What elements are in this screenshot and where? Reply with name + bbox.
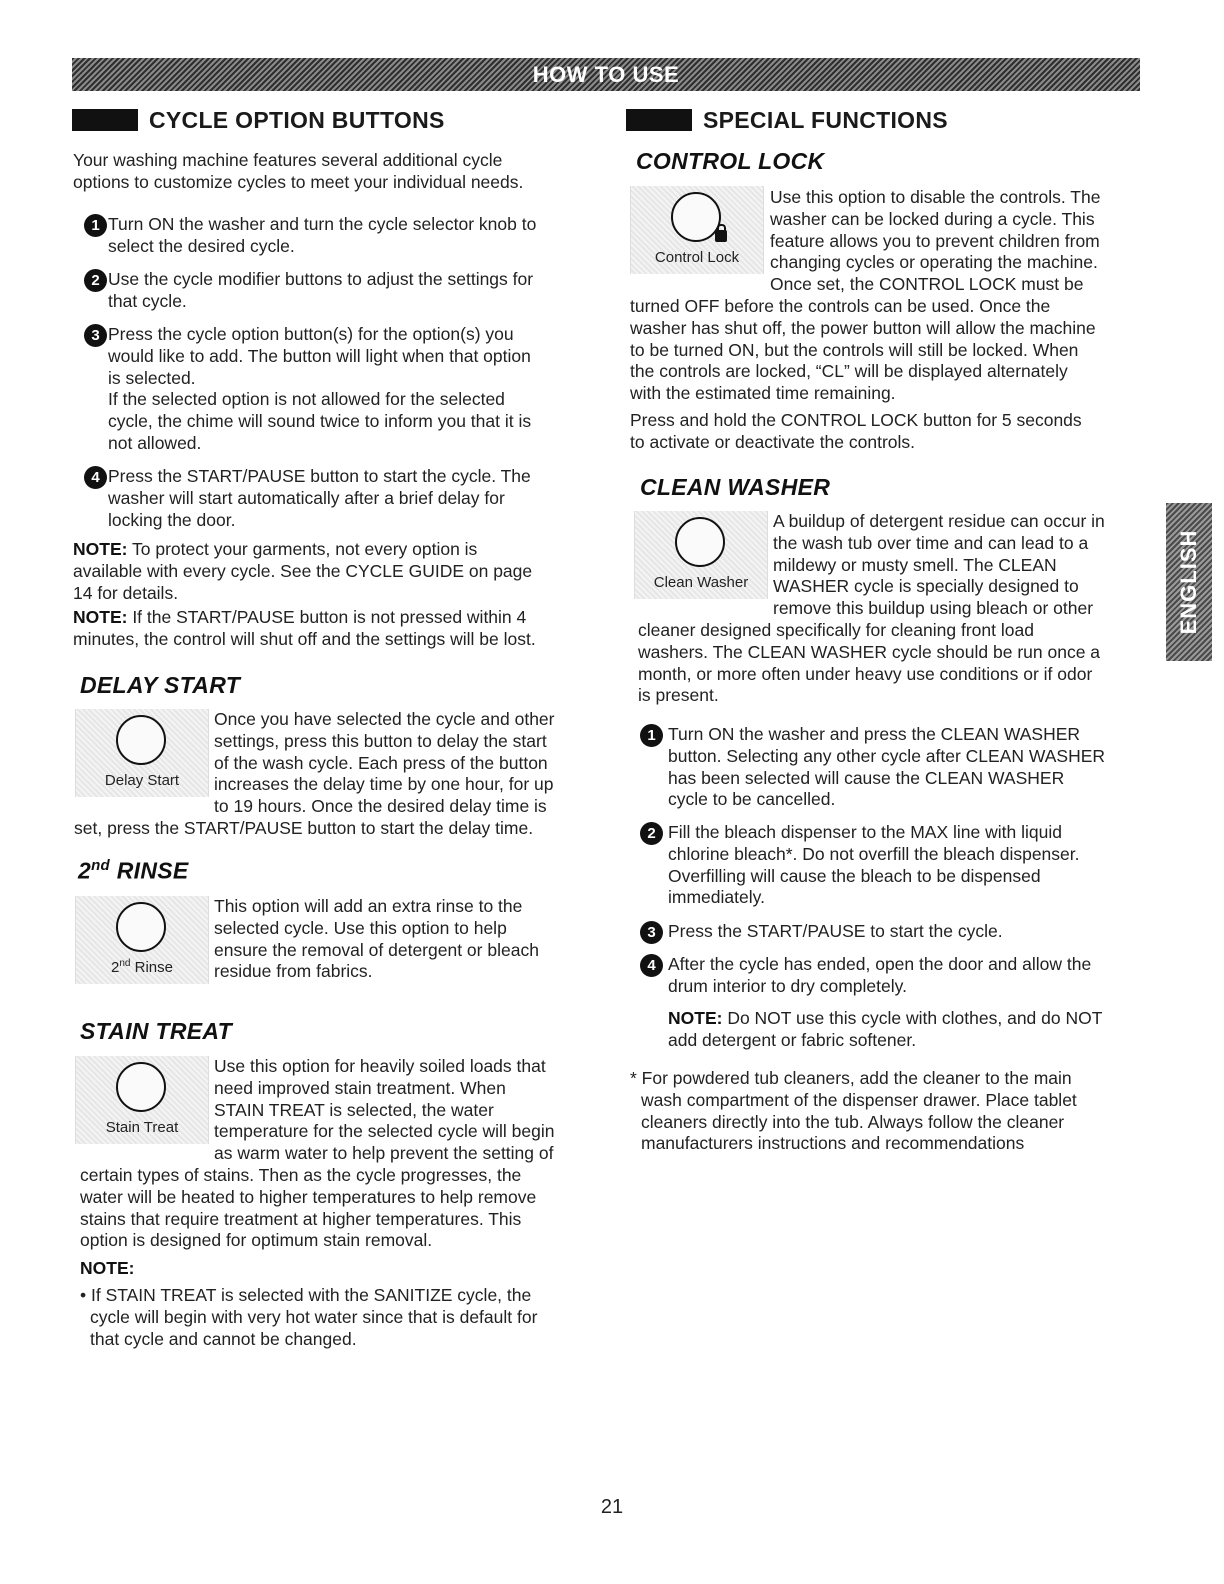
stain-treat-text: Use this option for heavily soiled loads that need improved stain treatment. When STAIN TREAT is selected, the water temperature for the selected cycle will begin as warm water to help prevent the setting of	[214, 1056, 555, 1164]
button-caption: Control Lock	[654, 249, 740, 266]
clean-washer-text-cont: cleaner designed specifically for cleaning front load washers. The CLEAN WASHER cycle should be run once a month, or more often under heavy use conditions or if odor is present.	[638, 620, 1101, 706]
second-rinse-heading: 2nd RINSE	[78, 857, 189, 884]
round-button-icon	[671, 192, 721, 242]
delay-start-heading: DELAY START	[80, 672, 241, 698]
clean-washer-text: A buildup of detergent residue can occur in the wash tub over time and can lead to a mildewy or musty smell. The CLEAN WASHER cycle is specially designed to remove this buildup using bleach or other	[773, 511, 1105, 619]
second-rinse-text: This option will add an extra rinse to the selected cycle. Use this option to help ensure the removal of detergent or bleach residue from fabrics.	[214, 896, 539, 982]
step-number-badge: 1	[84, 214, 107, 237]
page-number: 21	[600, 1496, 624, 1518]
round-button-icon	[675, 517, 725, 567]
cycle-option-buttons-heading: CYCLE OPTION BUTTONS	[72, 106, 445, 134]
control-lock-heading: CONTROL LOCK	[636, 148, 825, 174]
heading-block-marker	[72, 109, 138, 131]
language-side-tab-label: ENGLISH	[1176, 529, 1201, 635]
control-lock-text-cont: turned OFF before the controls can be used. Once the washer has shut off, the power button will allow the machine to be turned ON, but the controls will still be locked. When the controls are locked, “CL” will be displayed alternately with the estimated time remaining.	[630, 296, 1096, 404]
round-button-icon	[116, 902, 166, 952]
stain-treat-heading: STAIN TREAT	[80, 1018, 232, 1044]
cycle-note-2: NOTE: If the START/PAUSE button is not pressed within 4 minutes, the control will shut off and the settings will be lost.	[73, 607, 536, 649]
clean-washer-footnote: * For powdered tub cleaners, add the cleaner to the main wash compartment of the dispenser drawer. Place tablet cleaners directly into the tub. Always follow the cleaner manufacturers instructions and recommendations	[630, 1068, 1077, 1154]
delay-start-text-cont: set, press the START/PAUSE button to start the delay time.	[74, 818, 534, 838]
heading-block-marker	[626, 109, 692, 131]
step-number-badge: 3	[640, 921, 663, 944]
stain-treat-note-bullet: • If STAIN TREAT is selected with the SANITIZE cycle, the cycle will begin with very hot water since that is default for that cycle and cannot be changed.	[80, 1285, 538, 1349]
round-button-icon	[116, 715, 166, 765]
second-rinse-button-figure	[75, 896, 209, 984]
delay-start-text: Once you have selected the cycle and other settings, press this button to delay the start of the wash cycle. Each press of the button increases the delay time by one hour, for up to 19 hours. Once the desired delay time is	[214, 709, 555, 817]
cycle-note-1: NOTE: To protect your garments, not every option is available with every cycle. See the CYCLE GUIDE on page 14 for details.	[73, 539, 533, 603]
page-header-title: HOW TO USE	[532, 62, 680, 87]
control-lock-button-figure	[630, 186, 764, 274]
round-button-icon	[116, 1062, 166, 1112]
step-number-badge: 2	[84, 269, 107, 292]
step-number-badge: 3	[84, 324, 107, 347]
button-caption: Clean Washer	[653, 574, 749, 591]
button-caption: 2nd Rinse	[111, 958, 173, 976]
cycle-options-intro: Your washing machine features several additional cycle options to customize cycles to meet your individual needs.	[73, 150, 524, 192]
header-bar	[72, 58, 1140, 91]
language-side-tab	[1166, 503, 1212, 661]
step-number-badge: 2	[640, 822, 663, 845]
stain-treat-text-cont: certain types of stains. Then as the cycle progresses, the water will be heated to higher temperatures to help remove stains that require treatment at higher temperatures. This option is designed for optimum stain removal.	[80, 1165, 537, 1251]
step-number-badge: 4	[84, 466, 107, 489]
lock-icon	[715, 230, 727, 242]
special-functions-heading: SPECIAL FUNCTIONS	[626, 106, 948, 134]
control-lock-text: Use this option to disable the controls. The washer can be locked during a cycle. This feature allows you to prevent children from changing cycles or operating the machine. Once set, the CONTROL LOCK must be	[770, 187, 1101, 295]
clean-washer-heading: CLEAN WASHER	[640, 474, 831, 500]
control-lock-hold-instructions: Press and hold the CONTROL LOCK button for 5 seconds to activate or deactivate the controls.	[630, 410, 1082, 452]
step-number-badge: 4	[640, 954, 663, 977]
button-caption: Stain Treat	[105, 1119, 179, 1136]
delay-start-button-figure	[75, 709, 209, 797]
button-caption: Delay Start	[104, 772, 180, 789]
clean-washer-button-figure	[634, 511, 768, 599]
clean-washer-note: NOTE: Do NOT use this cycle with clothes, and do NOT add detergent or fabric softener.	[668, 1008, 1103, 1050]
step-number-badge: 1	[640, 724, 663, 747]
stain-treat-note-label: NOTE:	[80, 1258, 135, 1278]
stain-treat-button-figure	[75, 1056, 209, 1144]
